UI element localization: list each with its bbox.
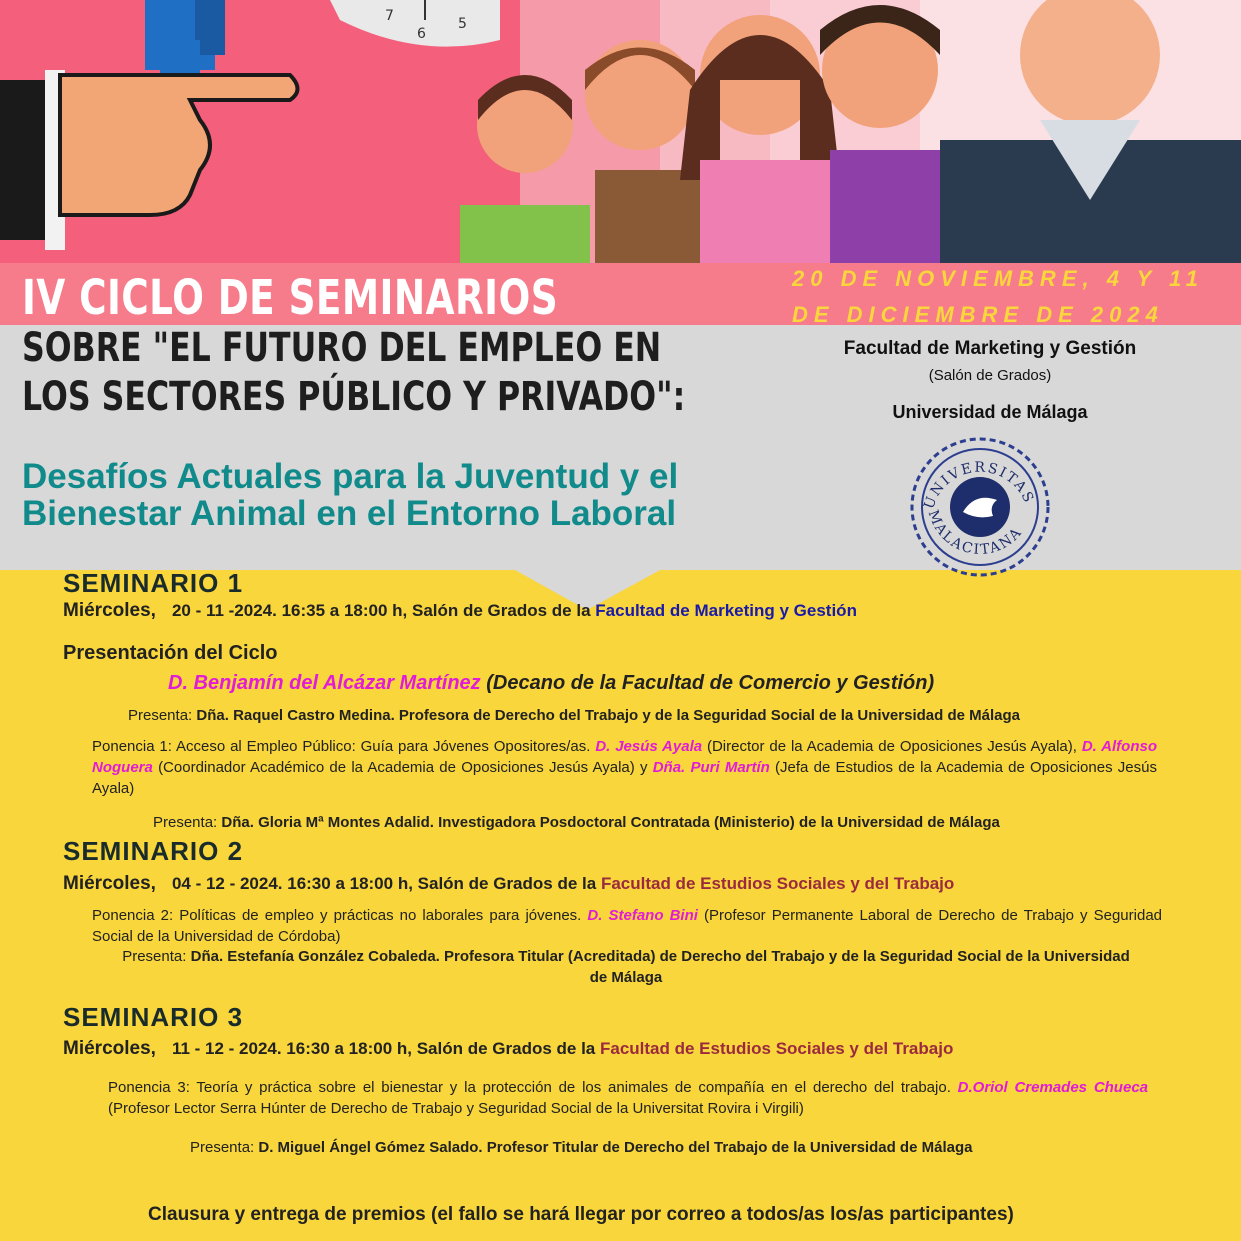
dates-line-2: DE DICIEMBRE DE 2024 (792, 302, 1164, 327)
faculty-name: Facultad de Marketing y Gestión (843, 338, 1137, 359)
speaker-2-role: (Coordinador Académico de la Academia de Oposiciones Jesús Ayala) y (158, 759, 648, 776)
cycle-presentation-heading: Presentación del Ciclo (63, 642, 278, 664)
seminar-3-heading: SEMINARIO 3 (63, 1002, 244, 1032)
seminar-2-heading: SEMINARIO 2 (63, 836, 244, 866)
seminar-3-faculty: Facultad de Estudios Sociales y del Trabajo (600, 1039, 954, 1058)
speaker-1-name: D. Jesús Ayala (595, 738, 703, 755)
presenter-text: D. Miguel Ángel Gómez Salado. Profesor Titular de Derecho del Trabajo de la Universidad de Málaga (258, 1139, 973, 1156)
seal-text-bottom: MALACITANA (924, 508, 1026, 559)
header-illustration (0, 0, 1241, 265)
seminar-1-presenter-2 (153, 814, 1000, 831)
seminar-1-datetime: 20 - 11 -2024. 16:35 a 18:00 h, Salón de Grados de la (171, 601, 591, 620)
presenta-label: Presenta: (190, 1139, 255, 1156)
seal-text-top: UNIVERSITAS (921, 459, 1037, 512)
seminar-3-presenter (190, 1139, 972, 1156)
talk-title: Ponencia 3: Teoría y práctica sobre el bienestar y la protección de los animales de compañía en el derecho del trabajo. (108, 1079, 951, 1096)
seminar-3-datetime: 11 - 12 - 2024. 16:30 a 18:00 h, Salón de Grados de la (171, 1039, 596, 1058)
university-seal (905, 432, 1055, 577)
clock-number: 7 (385, 8, 394, 24)
subtitle-line-2: LOS SECTORES PÚBLICO Y PRIVADO": (22, 374, 686, 420)
speaker-name: D. Stefano Bini (587, 907, 698, 924)
subtitle-line-1: SOBRE "EL FUTURO DEL EMPLEO EN (22, 325, 662, 371)
megaphone-icon (145, 0, 225, 80)
presenta-label: Presenta: (128, 707, 193, 724)
presenta-label: Presenta: (122, 948, 187, 965)
topic-heading: Desafíos Actuales para la Juventud y el Bienestar Animal en el Entorno Laboral (22, 457, 679, 533)
speaker-role: (Profesor Permanente Laboral de Derecho de Trabajo y Seguridad Social de la Universidad de Córdoba) (92, 907, 1162, 945)
seminar-2-schedule (63, 873, 954, 895)
dates-line-1: 20 DE NOVIEMBRE, 4 Y 11 (792, 266, 1204, 291)
speaker-1-role: (Director de la Academia de Oposiciones Jesús Ayala), (706, 738, 1077, 755)
presenter-text: Dña. Raquel Castro Medina. Profesora de Derecho del Trabajo y de la Seguridad Social de la Universidad de Málaga (196, 707, 1020, 724)
presenter-text: Dña. Estefanía González Cobaleda. Profesora Titular (Acreditada) de Derecho del Trabajo y de la Seguridad Social de la Universidad de Málaga (190, 948, 1130, 986)
seminar-2-day: Miércoles, (63, 873, 156, 894)
university-name: Universidad de Málaga (892, 402, 1088, 422)
speaker-3-name: Dña. Puri Martín (652, 759, 770, 776)
page-title: IV CICLO DE SEMINARIOS (22, 270, 559, 326)
presenter-text: Dña. Gloria Mª Montes Adalid. Investigadora Posdoctoral Contratada (Ministerio) de la Universidad de Málaga (221, 814, 1000, 831)
seminar-1-heading: SEMINARIO 1 (63, 568, 244, 598)
seminar-2-presenter (112, 946, 1140, 988)
dean-line (168, 672, 934, 695)
closing-note: Clausura y entrega de premios (el fallo se hará llegar por correo a todos/as los/as participantes) (148, 1204, 1014, 1225)
dean-role: (Decano de la Facultad de Comercio y Gestión) (486, 672, 935, 694)
presenta-label: Presenta: (153, 814, 218, 831)
seminar-3-talk (108, 1077, 1148, 1119)
speaker-2-name: D. Alfonso Noguera (92, 738, 1157, 776)
seminar-1-talk (92, 736, 1157, 799)
seminar-2-faculty: Facultad de Estudios Sociales y del Trabajo (600, 874, 955, 893)
seminar-1-day: Miércoles, (63, 600, 156, 621)
seminar-1-presenter-1 (128, 707, 1020, 724)
seminar-2-datetime: 04 - 12 - 2024. 16:30 a 18:00 h, Salón de Grados de la (171, 874, 597, 893)
seminar-1-faculty: Facultad de Marketing y Gestión (595, 601, 857, 620)
seminar-2-talk (92, 905, 1162, 947)
seminar-3-schedule (63, 1038, 953, 1060)
talk-title: Ponencia 2: Políticas de empleo y prácticas no laborales para jóvenes. (92, 907, 582, 924)
dean-name: D. Benjamín del Alcázar Martínez (168, 672, 481, 694)
clock-number: 6 (417, 26, 426, 42)
clock-number: 5 (458, 16, 467, 32)
speaker-role: (Profesor Lector Serra Húnter de Derecho de Trabajo y Seguridad Social de la Universitat Rovira i Virgili) (108, 1100, 804, 1117)
venue-name: (Salón de Grados) (928, 367, 1052, 384)
seminar-1-schedule (63, 600, 857, 622)
speaker-name: D.Oriol Cremades Chueca (957, 1079, 1148, 1096)
seminar-3-day: Miércoles, (63, 1038, 156, 1059)
talk-title: Ponencia 1: Acceso al Empleo Público: Guía para Jóvenes Opositores/as. (92, 738, 591, 755)
speaker-3-role: (Jefa de Estudios de la Academia de Oposiciones Jesús Ayala) (92, 759, 1157, 797)
